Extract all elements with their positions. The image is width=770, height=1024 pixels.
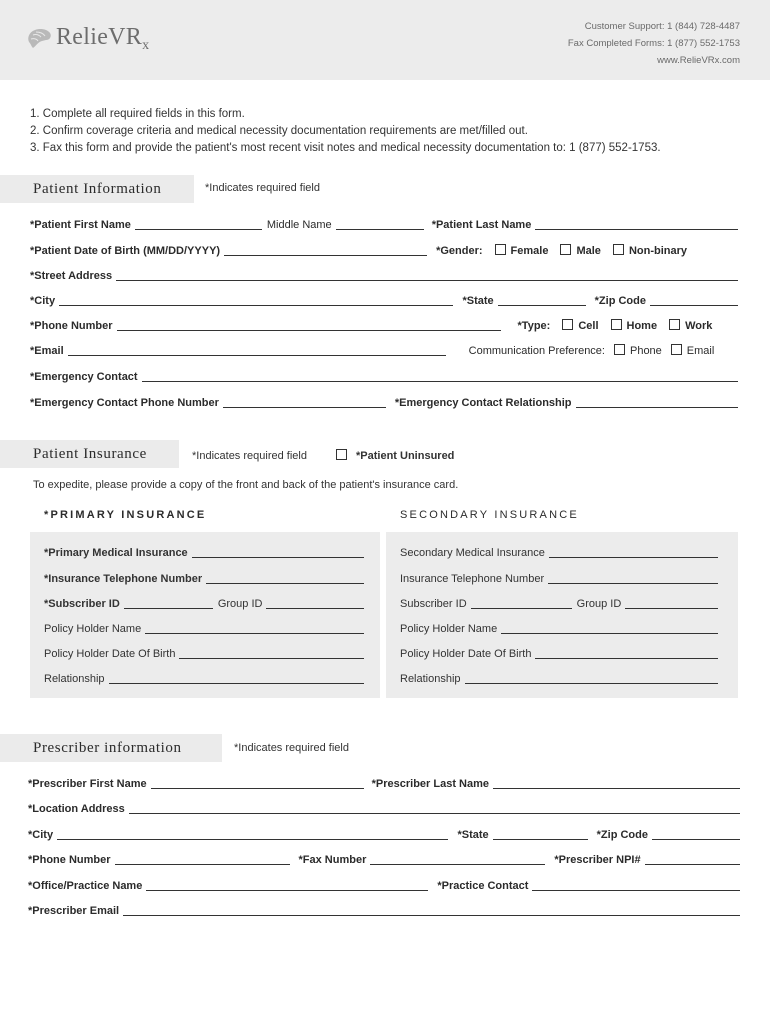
prescriber-contact-label: *Practice Contact <box>437 880 529 892</box>
prescriber-first-name-label: *Prescriber First Name <box>28 778 147 790</box>
secondary-subscriber-field[interactable] <box>471 595 572 609</box>
logo-subscript: x <box>142 38 150 53</box>
phone-type-row <box>30 315 738 333</box>
prescriber-phone-row <box>28 849 740 867</box>
customer-support-text: Customer Support: 1 (844) 728-4487 <box>584 21 740 32</box>
dob-field[interactable] <box>224 242 427 256</box>
primary-holder-dob-label: Policy Holder Date Of Birth <box>44 648 176 660</box>
instruction-item: 3. Fax this form and provide the patient's most recent visit notes and medical necessity documentation to: 1 (877) 552-1753. <box>30 142 661 154</box>
primary-holder-name-label: Policy Holder Name <box>44 623 142 635</box>
secondary-holder-name-label: Policy Holder Name <box>400 623 498 635</box>
state-label: *State <box>462 295 494 307</box>
primary-relationship-field[interactable] <box>109 670 364 684</box>
secondary-insurance-title: SECONDARY INSURANCE <box>400 509 579 521</box>
required-field-note: *Indicates required field <box>205 182 320 194</box>
email-label: *Email <box>30 345 64 357</box>
secondary-relationship-field[interactable] <box>465 670 718 684</box>
required-field-note: *Indicates required field <box>192 450 307 462</box>
type-option-label: Cell <box>578 320 599 332</box>
patient-insurance-header <box>0 440 179 468</box>
gender-female-checkbox[interactable] <box>495 244 506 255</box>
primary-medical-label: *Primary Medical Insurance <box>44 547 188 559</box>
primary-relationship-row <box>44 668 364 686</box>
secondary-telephone-label: Insurance Telephone Number <box>400 573 545 585</box>
section-title: Patient Insurance <box>33 445 147 462</box>
dob-gender-row <box>30 240 738 258</box>
prescriber-name-row <box>28 773 740 791</box>
gender-option-label: Male <box>576 245 601 257</box>
prescriber-state-field[interactable] <box>493 826 588 840</box>
primary-insurance-title: *PRIMARY INSURANCE <box>44 509 207 521</box>
comm-pref-label: Communication Preference: <box>468 345 605 357</box>
emergency-relationship-label: *Emergency Contact Relationship <box>394 397 572 409</box>
prescriber-npi-label: *Prescriber NPI# <box>554 854 641 866</box>
primary-subscriber-row <box>44 593 364 611</box>
prescriber-information-header <box>0 734 222 762</box>
primary-subscriber-label: *Subscriber ID <box>44 598 120 610</box>
last-name-label: *Patient Last Name <box>431 219 532 231</box>
primary-holder-dob-row <box>44 643 364 661</box>
secondary-subscriber-row <box>400 593 718 611</box>
email-field[interactable] <box>68 342 446 356</box>
prescriber-npi-field[interactable] <box>645 851 740 865</box>
prescriber-office-row <box>28 875 740 893</box>
gender-nonbinary-checkbox[interactable] <box>613 244 624 255</box>
emergency-phone-row <box>30 392 738 410</box>
dob-label: *Patient Date of Birth (MM/DD/YYYY) <box>30 245 221 257</box>
prescriber-location-field[interactable] <box>129 800 740 814</box>
primary-relationship-label: Relationship <box>44 673 105 685</box>
type-option-label: Home <box>626 320 658 332</box>
prescriber-office-field[interactable] <box>146 877 428 891</box>
type-option-label: Work <box>685 320 713 332</box>
city-state-zip-row <box>30 290 738 308</box>
emergency-contact-field[interactable] <box>142 368 738 382</box>
primary-subscriber-field[interactable] <box>124 595 213 609</box>
secondary-telephone-row <box>400 568 718 586</box>
primary-telephone-row <box>44 568 364 586</box>
brain-logo-icon <box>26 27 52 51</box>
secondary-holder-dob-row <box>400 643 718 661</box>
required-field-note: *Indicates required field <box>234 742 349 754</box>
prescriber-fax-field[interactable] <box>370 851 545 865</box>
type-home-checkbox[interactable] <box>611 319 622 330</box>
prescriber-last-name-label: *Prescriber Last Name <box>371 778 490 790</box>
instruction-item: 2. Confirm coverage criteria and medical necessity documentation requirements are met/filled out. <box>30 125 528 137</box>
secondary-relationship-row <box>400 668 718 686</box>
secondary-medical-row <box>400 542 718 560</box>
prescriber-email-field[interactable] <box>123 902 740 916</box>
prescriber-email-row <box>28 900 740 918</box>
section-title: Patient Information <box>33 180 162 197</box>
secondary-group-label: Group ID <box>576 598 622 610</box>
prescriber-zip-field[interactable] <box>652 826 740 840</box>
primary-holder-name-row <box>44 618 364 636</box>
prescriber-zip-label: *Zip Code <box>596 829 648 841</box>
primary-group-label: Group ID <box>217 598 263 610</box>
prescriber-first-name-field[interactable] <box>151 775 364 789</box>
email-row <box>30 340 738 358</box>
secondary-telephone-field[interactable] <box>548 570 718 584</box>
prescriber-phone-label: *Phone Number <box>28 854 111 866</box>
comm-email-checkbox[interactable] <box>671 344 682 355</box>
phone-label: *Phone Number <box>30 320 113 332</box>
phone-type-label: *Type: <box>517 320 551 332</box>
gender-male-checkbox[interactable] <box>560 244 571 255</box>
comm-phone-checkbox[interactable] <box>614 344 625 355</box>
last-name-field[interactable] <box>535 216 738 230</box>
emergency-contact-row <box>30 366 738 384</box>
secondary-holder-name-row <box>400 618 718 636</box>
street-field[interactable] <box>116 267 738 281</box>
instructions-list <box>30 106 661 157</box>
prescriber-email-label: *Prescriber Email <box>28 905 120 917</box>
prescriber-location-label: *Location Address <box>28 803 125 815</box>
street-row <box>30 265 738 283</box>
secondary-medical-field[interactable] <box>549 544 718 558</box>
gender-option-label: Female <box>510 245 549 257</box>
zip-field[interactable] <box>650 292 738 306</box>
prescriber-office-label: *Office/Practice Name <box>28 880 143 892</box>
website-text[interactable]: www.RelieVRx.com <box>657 55 740 66</box>
prescriber-location-row <box>28 798 740 816</box>
primary-telephone-field[interactable] <box>206 570 364 584</box>
middle-name-label: Middle Name <box>266 219 332 231</box>
middle-name-field[interactable] <box>336 216 424 230</box>
page-header <box>0 0 770 80</box>
gender-option-label: Non-binary <box>628 245 687 257</box>
emergency-phone-label: *Emergency Contact Phone Number <box>30 397 219 409</box>
instruction-item: 1. Complete all required fields in this form. <box>30 108 245 120</box>
emergency-relationship-field[interactable] <box>576 394 738 408</box>
primary-telephone-label: *Insurance Telephone Number <box>44 573 203 585</box>
patient-information-header <box>0 175 194 203</box>
prescriber-last-name-field[interactable] <box>493 775 740 789</box>
prescriber-city-row <box>28 824 740 842</box>
prescriber-city-label: *City <box>28 829 54 841</box>
prescriber-city-field[interactable] <box>57 826 448 840</box>
state-field[interactable] <box>498 292 586 306</box>
zip-label: *Zip Code <box>594 295 646 307</box>
prescriber-fax-label: *Fax Number <box>298 854 367 866</box>
first-name-label: *Patient First Name <box>30 219 131 231</box>
prescriber-state-label: *State <box>457 829 489 841</box>
fax-number-text: Fax Completed Forms: 1 (877) 552-1753 <box>567 38 740 49</box>
gender-label: *Gender: <box>436 245 483 257</box>
patient-name-row <box>30 214 738 232</box>
secondary-holder-dob-label: Policy Holder Date Of Birth <box>400 648 532 660</box>
secondary-holder-dob-field[interactable] <box>535 645 718 659</box>
primary-medical-row <box>44 542 364 560</box>
primary-holder-name-field[interactable] <box>145 620 364 634</box>
secondary-holder-name-field[interactable] <box>501 620 718 634</box>
patient-uninsured-label: *Patient Uninsured <box>356 450 455 462</box>
type-cell-checkbox[interactable] <box>562 319 573 330</box>
prescriber-contact-field[interactable] <box>532 877 740 891</box>
secondary-group-field[interactable] <box>625 595 718 609</box>
logo-text: RelieVR <box>56 24 143 50</box>
comm-option-label: Phone <box>629 345 662 357</box>
street-label: *Street Address <box>30 270 113 282</box>
primary-holder-dob-field[interactable] <box>179 645 364 659</box>
type-work-checkbox[interactable] <box>669 319 680 330</box>
patient-uninsured-checkbox[interactable] <box>336 449 347 460</box>
contact-info <box>568 18 740 69</box>
city-field[interactable] <box>59 292 453 306</box>
relievrx-logo <box>26 24 149 51</box>
prescriber-phone-field[interactable] <box>115 851 290 865</box>
secondary-subscriber-label: Subscriber ID <box>400 598 467 610</box>
comm-option-label: Email <box>686 345 715 357</box>
secondary-medical-label: Secondary Medical Insurance <box>400 547 545 559</box>
primary-medical-field[interactable] <box>192 544 364 558</box>
city-label: *City <box>30 295 56 307</box>
first-name-field[interactable] <box>135 216 262 230</box>
expedite-note: To expedite, please provide a copy of the front and back of the patient's insurance card. <box>33 479 459 491</box>
emergency-contact-label: *Emergency Contact <box>30 371 138 383</box>
emergency-phone-field[interactable] <box>223 394 386 408</box>
section-title: Prescriber information <box>33 739 182 756</box>
phone-field[interactable] <box>117 317 501 331</box>
secondary-relationship-label: Relationship <box>400 673 461 685</box>
primary-group-field[interactable] <box>266 595 364 609</box>
